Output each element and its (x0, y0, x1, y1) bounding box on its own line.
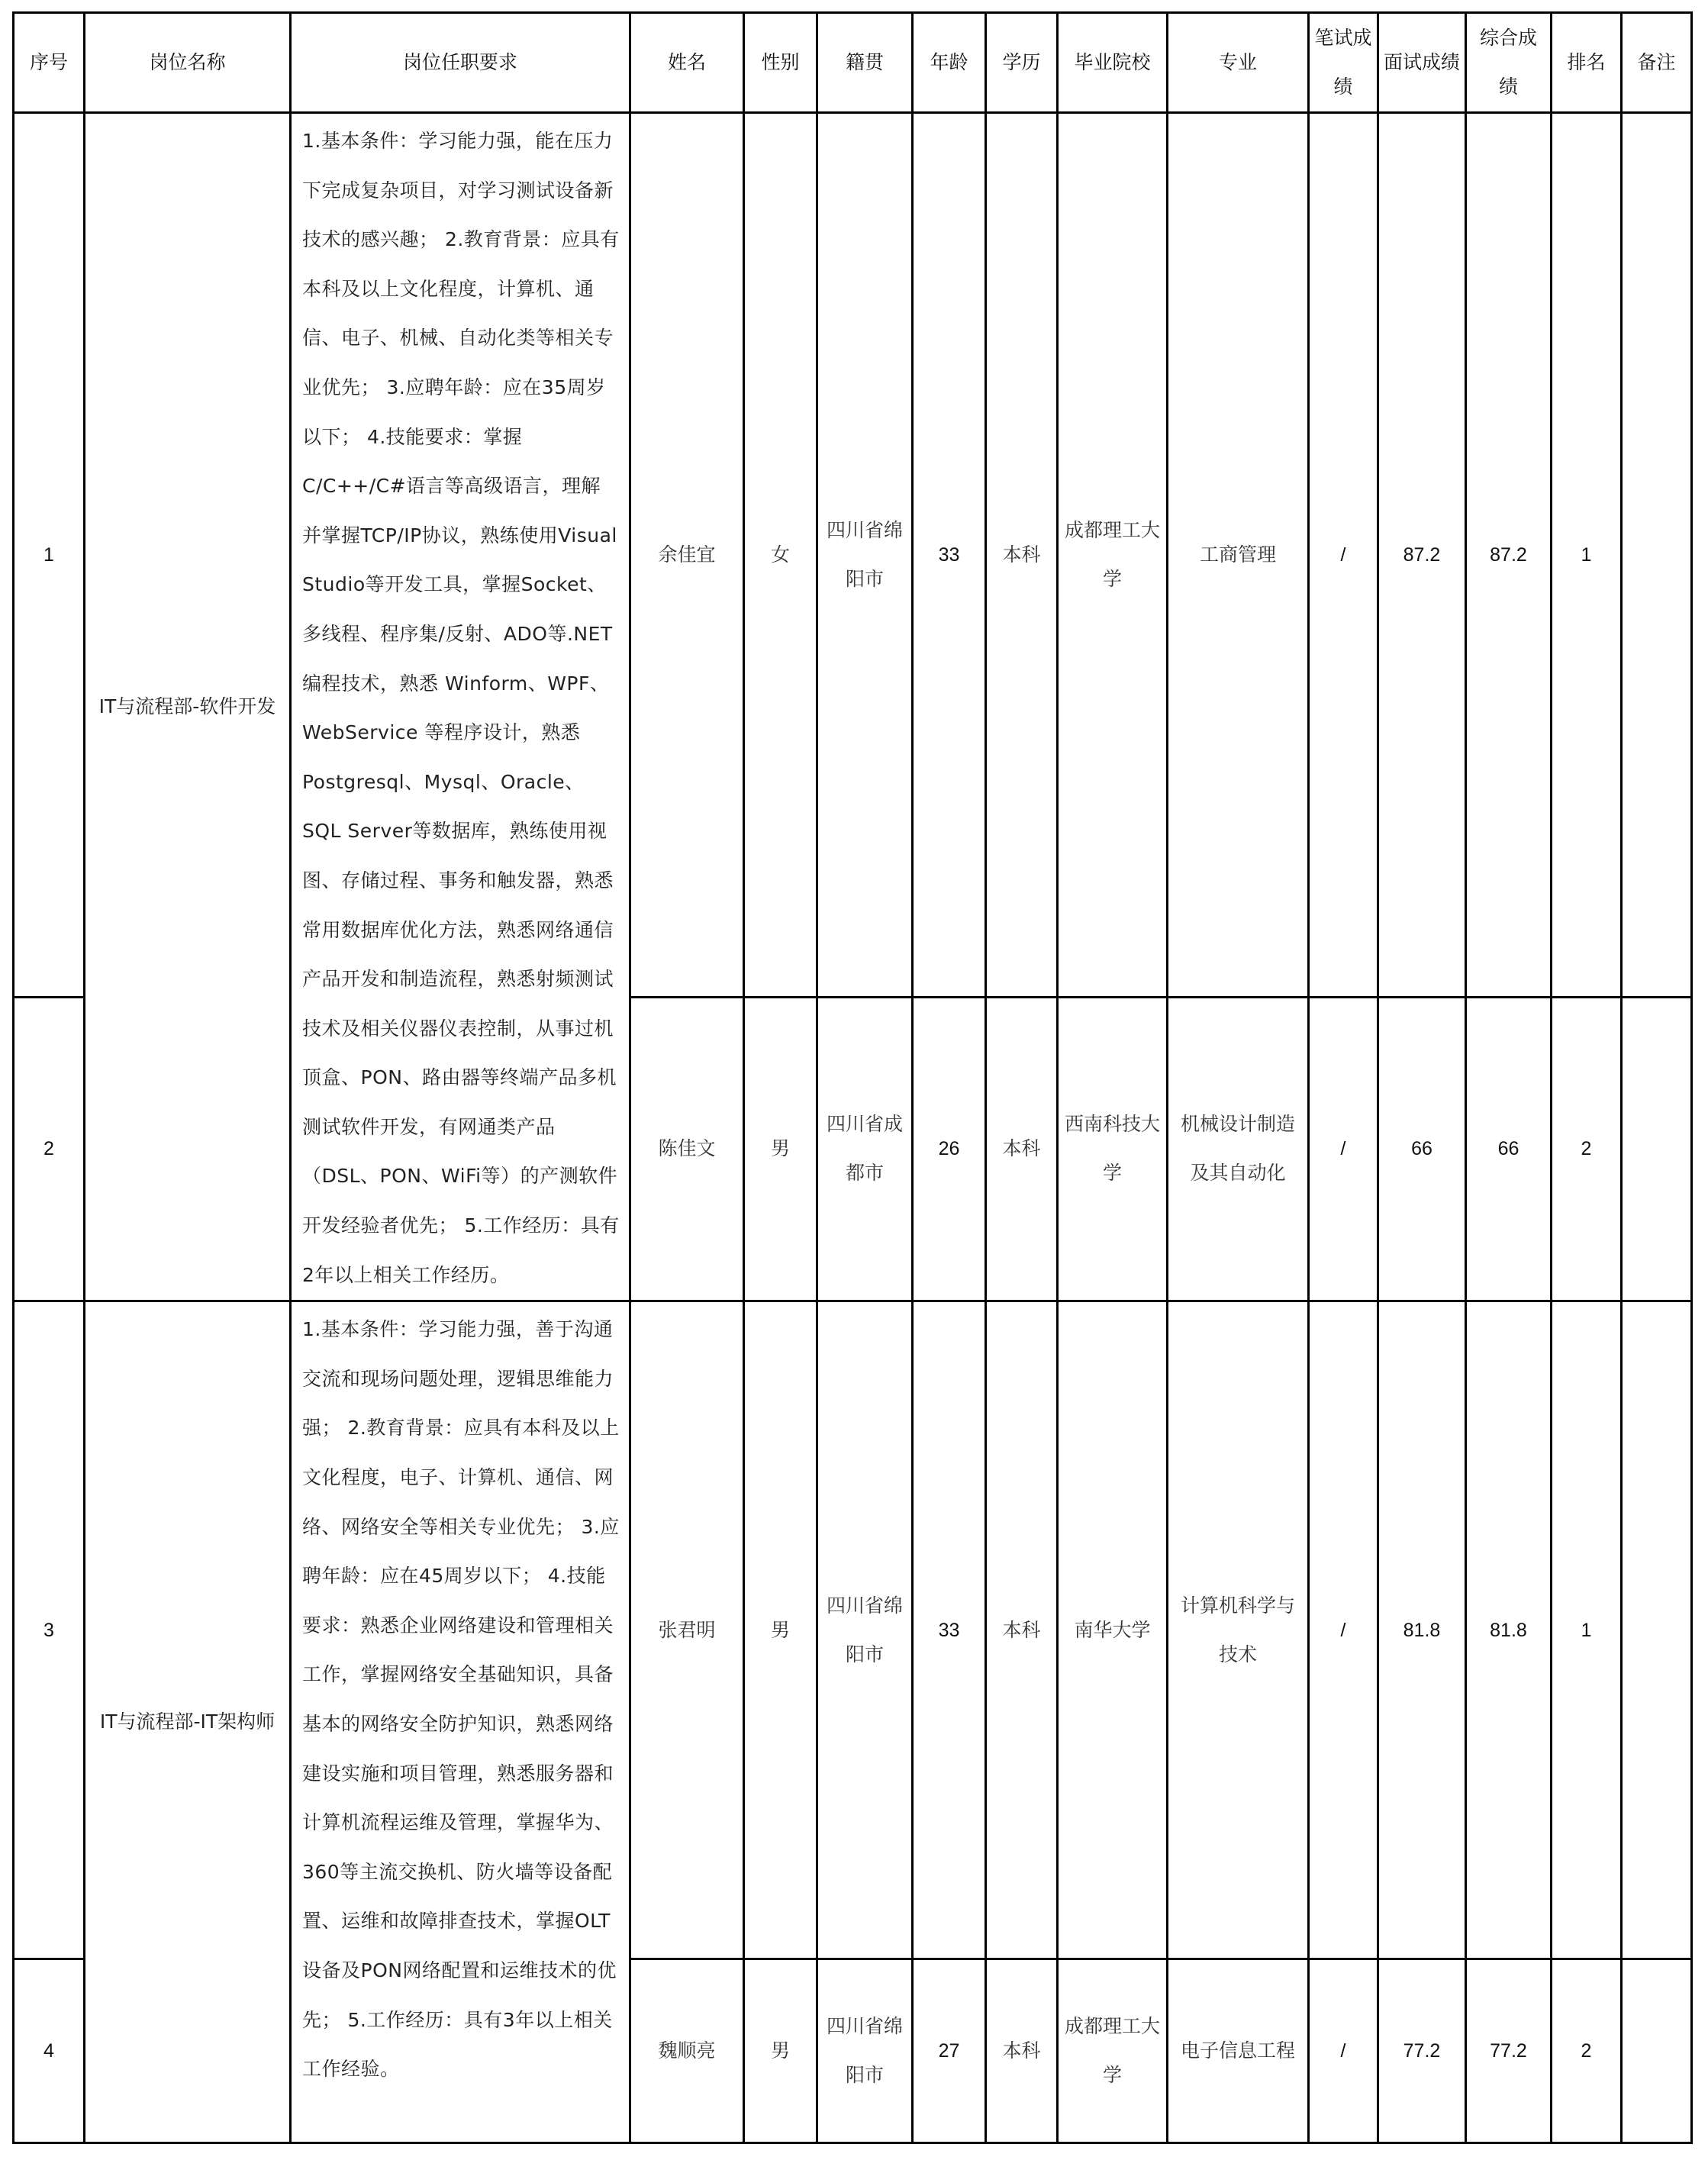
cell-gender: 女 (744, 113, 817, 998)
table-row (14, 1301, 1692, 1959)
cell-origin: 四川省绵阳市 (817, 1959, 913, 2143)
cell-index: 1 (14, 113, 85, 998)
header-age: 年龄 (913, 13, 986, 113)
cell-name: 张君明 (630, 1301, 744, 1959)
header-origin: 籍贯 (817, 13, 913, 113)
header-education: 学历 (986, 13, 1058, 113)
header-written-score: 笔试成绩 (1309, 13, 1378, 113)
cell-education: 本科 (986, 113, 1058, 998)
header-school: 毕业院校 (1058, 13, 1168, 113)
header-position: 岗位名称 (85, 13, 291, 113)
cell-age: 33 (913, 1301, 986, 1959)
table-row (14, 113, 1692, 998)
cell-interview-score: 77.2 (1378, 1959, 1466, 2143)
cell-rank: 2 (1552, 1959, 1622, 2143)
header-name: 姓名 (630, 13, 744, 113)
cell-origin: 四川省绵阳市 (817, 113, 913, 998)
cell-total-score: 77.2 (1466, 1959, 1552, 2143)
header-major: 专业 (1168, 13, 1309, 113)
cell-major: 电子信息工程 (1168, 1959, 1309, 2143)
cell-total-score: 81.8 (1466, 1301, 1552, 1959)
cell-gender: 男 (744, 1301, 817, 1959)
cell-index: 3 (14, 1301, 85, 1959)
header-requirements: 岗位任职要求 (291, 13, 630, 113)
cell-origin: 四川省成都市 (817, 997, 913, 1301)
cell-age: 26 (913, 997, 986, 1301)
cell-name: 陈佳文 (630, 997, 744, 1301)
header-row (14, 13, 1692, 113)
cell-total-score: 66 (1466, 997, 1552, 1301)
cell-gender: 男 (744, 1959, 817, 2143)
header-rank: 排名 (1552, 13, 1622, 113)
cell-education: 本科 (986, 1959, 1058, 2143)
cell-age: 27 (913, 1959, 986, 2143)
cell-remarks (1622, 1959, 1692, 2143)
cell-position: IT与流程部-软件开发 (85, 113, 291, 1301)
cell-origin: 四川省绵阳市 (817, 1301, 913, 1959)
cell-major: 工商管理 (1168, 113, 1309, 998)
cell-total-score: 87.2 (1466, 113, 1552, 998)
cell-major: 机械设计制造及其自动化 (1168, 997, 1309, 1301)
cell-requirements: 1.基本条件：学习能力强，善于沟通交流和现场问题处理，逻辑思维能力强； 2.教育背景：应具有本科及以上文化程度，电子、计算机、通信、网络、网络安全等相关专业优先； 3.应聘年龄：应在45周岁以下； 4.技能要求：熟悉企业网络建设和管理相关工作，掌握网络安全基础知识，具备基本的网络安全防护知识，熟悉网络建设实施和项目管理，熟悉服务器和计算机流程运维及管理，掌握华为、360等主流交换机、防火墙等设备配置、运维和故障排查技术，掌握OLT设备及PON网络配置和运维技术的优先； 5.工作经历：具有3年以上相关工作经验。 (291, 1301, 630, 2143)
cell-school: 成都理工大学 (1058, 1959, 1168, 2143)
cell-index: 4 (14, 1959, 85, 2143)
cell-age: 33 (913, 113, 986, 998)
cell-major: 计算机科学与技术 (1168, 1301, 1309, 1959)
cell-remarks (1622, 113, 1692, 998)
candidate-results-table (12, 11, 1693, 2144)
cell-position: IT与流程部-IT架构师 (85, 1301, 291, 2143)
cell-education: 本科 (986, 997, 1058, 1301)
cell-education: 本科 (986, 1301, 1058, 1959)
cell-written-score: / (1309, 1301, 1378, 1959)
cell-interview-score: 66 (1378, 997, 1466, 1301)
header-total-score: 综合成绩 (1466, 13, 1552, 113)
header-remarks: 备注 (1622, 13, 1692, 113)
cell-remarks (1622, 997, 1692, 1301)
cell-index: 2 (14, 997, 85, 1301)
cell-name: 魏顺亮 (630, 1959, 744, 2143)
cell-school: 成都理工大学 (1058, 113, 1168, 998)
cell-school: 西南科技大学 (1058, 997, 1168, 1301)
cell-rank: 1 (1552, 1301, 1622, 1959)
cell-written-score: / (1309, 1959, 1378, 2143)
header-interview-score: 面试成绩 (1378, 13, 1466, 113)
cell-rank: 1 (1552, 113, 1622, 998)
cell-requirements: 1.基本条件：学习能力强，能在压力下完成复杂项目，对学习测试设备新技术的感兴趣； 2.教育背景：应具有本科及以上文化程度，计算机、通信、电子、机械、自动化类等相关专业优先； 3.应聘年龄：应在35周岁以下； 4.技能要求：掌握C/C++/C#语言等高级语言，理解并掌握TCP/IP协议，熟练使用Visual Studio等开发工具，掌握Socket、多线程、程序集/反射、ADO等.NET编程技术，熟悉 Winform、WPF、WebService 等程序设计，熟悉Postgresql、Mysql、Oracle、SQL Server等数据库，熟练使用视图、存储过程、事务和触发器，熟悉常用数据库优化方法，熟悉网络通信产品开发和制造流程，熟悉射频测试技术及相关仪器仪表控制，从事过机顶盒、PON、路由器等终端产品多机测试软件开发，有网通类产品（DSL、PON、WiFi等）的产测软件开发经验者优先； 5.工作经历：具有2年以上相关工作经历。 (291, 113, 630, 1301)
cell-written-score: / (1309, 113, 1378, 998)
cell-remarks (1622, 1301, 1692, 1959)
cell-school: 南华大学 (1058, 1301, 1168, 1959)
cell-gender: 男 (744, 997, 817, 1301)
cell-name: 余佳宜 (630, 113, 744, 998)
cell-interview-score: 81.8 (1378, 1301, 1466, 1959)
cell-interview-score: 87.2 (1378, 113, 1466, 998)
cell-rank: 2 (1552, 997, 1622, 1301)
cell-written-score: / (1309, 997, 1378, 1301)
header-gender: 性别 (744, 13, 817, 113)
header-index: 序号 (14, 13, 85, 113)
